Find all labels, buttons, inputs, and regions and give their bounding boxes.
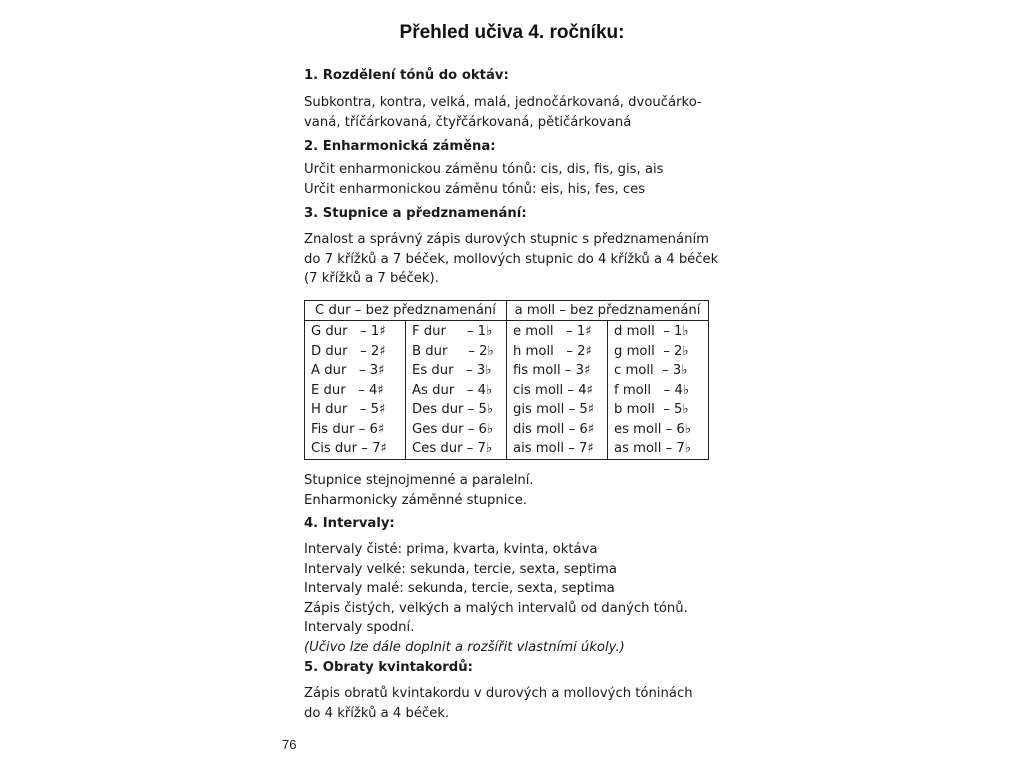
table-cell: D dur – 2♯ — [305, 342, 406, 362]
table-header: a moll – bez předznamenání — [507, 301, 709, 321]
table-cell: H dur – 5♯ — [305, 400, 406, 420]
text-line: (7 křížků a 7 béček). — [304, 271, 439, 286]
section-1-heading: 1. Rozdělení tónů do oktáv: — [304, 68, 509, 83]
table-cell: Ces dur – 7♭ — [406, 439, 507, 459]
table-cell: As dur – 4♭ — [406, 381, 507, 401]
section-1-text — [304, 93, 702, 132]
text-line: Intervaly spodní. — [304, 620, 415, 635]
text-line: Intervaly velké: sekunda, tercie, sexta, septima — [304, 561, 617, 577]
section-3-after — [304, 471, 534, 510]
key-signature-table — [304, 300, 709, 460]
text-line: Stupnice stejnojmenné a paralelní. — [304, 473, 534, 488]
table-row — [305, 321, 709, 342]
table-row — [305, 400, 709, 420]
table-row — [305, 381, 709, 401]
page-number: 76 — [282, 737, 297, 752]
table-cell: F dur – 1♭ — [406, 321, 507, 342]
table-cell: Des dur – 5♭ — [406, 400, 507, 420]
table-row — [305, 361, 709, 381]
section-5-heading: 5. Obraty kvintakordů: — [304, 660, 473, 675]
table-cell: Es dur – 3♭ — [406, 361, 507, 381]
table-cell: B dur – 2♭ — [406, 342, 507, 362]
text-line: Enharmonicky záměnné stupnice. — [304, 492, 528, 508]
text-line: Zápis čistých, velkých a malých intervalů od daných tónů. — [304, 600, 688, 616]
text-line: Zápis obratů kvintakordu v durových a mollových tóninách — [304, 686, 693, 701]
table-header: C dur – bez předznamenání — [305, 301, 507, 321]
table-cell: G dur – 1♯ — [305, 321, 406, 342]
note-line: (Učivo lze dále doplnit a rozšířit vlastními úkoly.) — [304, 639, 625, 655]
table-cell: d moll – 1♭ — [608, 321, 709, 342]
page-title: Přehled učiva 4. ročníku: — [399, 22, 625, 43]
text-line: Intervaly čisté: prima, kvarta, kvinta, oktáva — [304, 542, 598, 557]
section-4-text — [304, 540, 688, 657]
table-cell: c moll – 3♭ — [608, 361, 709, 381]
table-cell: E dur – 4♯ — [305, 381, 406, 401]
table-cell: fis moll – 3♯ — [507, 361, 608, 381]
section-2-heading: 2. Enharmonická záměna: — [304, 139, 496, 154]
table-row — [305, 342, 709, 362]
table-cell: h moll – 2♯ — [507, 342, 608, 362]
section-2-text — [304, 160, 664, 199]
text-line: Intervaly malé: sekunda, tercie, sexta, septima — [304, 581, 615, 596]
table-cell: b moll – 5♭ — [608, 400, 709, 420]
text-line: do 7 křížků a 7 béček, mollových stupnic do 4 křížků a 4 béček — [304, 251, 719, 267]
table-cell: as moll – 7♭ — [608, 439, 709, 459]
table-cell: A dur – 3♯ — [305, 361, 406, 381]
section-3-heading: 3. Stupnice a předznamenání: — [304, 206, 527, 221]
text-line: vaná, tříčárkovaná, čtyřčárkovaná, pětičárkovaná — [304, 114, 632, 130]
table-cell: Fis dur – 6♯ — [305, 420, 406, 440]
text-line: Subkontra, kontra, velká, malá, jednočárkovaná, dvoučárko- — [304, 95, 702, 110]
table-row — [305, 439, 709, 459]
text-line: Určit enharmonickou záměnu tónů: eis, his, fes, ces — [304, 181, 646, 197]
table-cell: Cis dur – 7♯ — [305, 439, 406, 459]
table-cell: gis moll – 5♯ — [507, 400, 608, 420]
text-line: Znalost a správný zápis durových stupnic s předznamenáním — [304, 232, 709, 247]
text-line: do 4 křížků a 4 béček. — [304, 705, 450, 721]
table-cell: es moll – 6♭ — [608, 420, 709, 440]
section-4-heading: 4. Intervaly: — [304, 516, 395, 531]
text-line: Určit enharmonickou záměnu tónů: cis, dis, fis, gis, ais — [304, 162, 664, 177]
table-cell: g moll – 2♭ — [608, 342, 709, 362]
table-cell: ais moll – 7♯ — [507, 439, 608, 459]
table-cell: cis moll – 4♯ — [507, 381, 608, 401]
table-row — [305, 420, 709, 440]
table-cell: dis moll – 6♯ — [507, 420, 608, 440]
section-3-text — [304, 230, 718, 289]
section-5-text — [304, 684, 693, 723]
table-cell: f moll – 4♭ — [608, 381, 709, 401]
table-cell: e moll – 1♯ — [507, 321, 608, 342]
table-cell: Ges dur – 6♭ — [406, 420, 507, 440]
